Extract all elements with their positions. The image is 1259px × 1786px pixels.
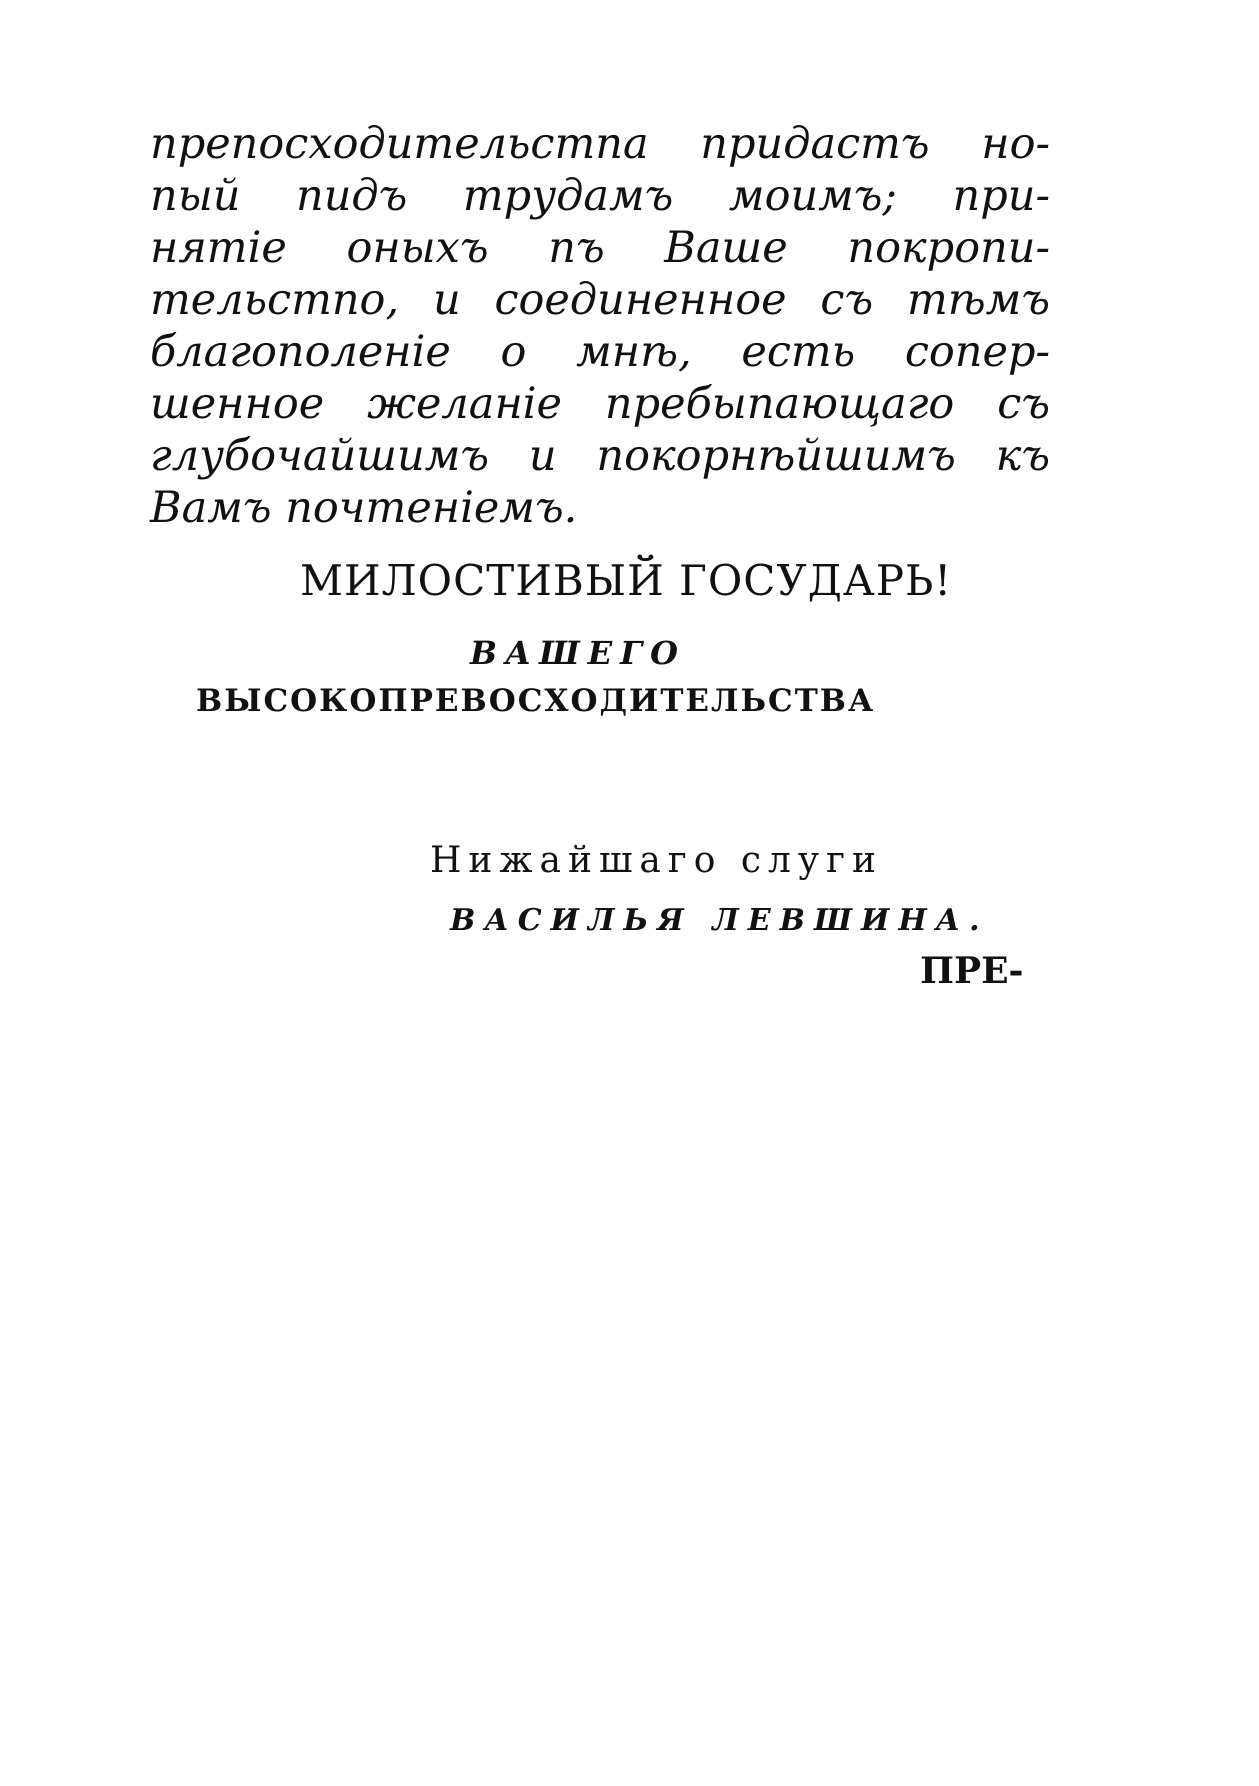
closing-line-2: ВЫСОКОПРЕВОСХОДИТЕЛЬСТВА [196, 683, 876, 719]
body-line: нятіе оныхъ пъ Ваше покропи- [150, 223, 1050, 273]
body-line: тельстпо, и соединенное съ тѣмъ [150, 275, 1050, 325]
body-line: Вамъ почтеніемъ. [150, 483, 578, 533]
signature: ВАСИЛЬЯ ЛЕВШИНА. [450, 903, 989, 938]
salutation: МИЛОСТИВЫЙ ГОСУДАРЬ! [300, 556, 953, 605]
body-line: шенное желаніе пребыпающаго съ [150, 379, 1050, 429]
letter-body [150, 118, 1050, 534]
body-line: благополеніе о мнѣ, есть сопер- [150, 327, 1050, 377]
body-line: глубочайшимъ и покорнѣйшимъ къ [150, 431, 1050, 481]
body-line: препосходительстпа придастъ но- [150, 119, 1050, 169]
catchword: ПРЕ- [920, 950, 1024, 992]
closing-line-1: ВАШЕГО [470, 634, 687, 672]
body-line: пый пидъ трудамъ моимъ; при- [150, 171, 1050, 221]
servant-line: Нижайшаго слуги [430, 840, 883, 881]
